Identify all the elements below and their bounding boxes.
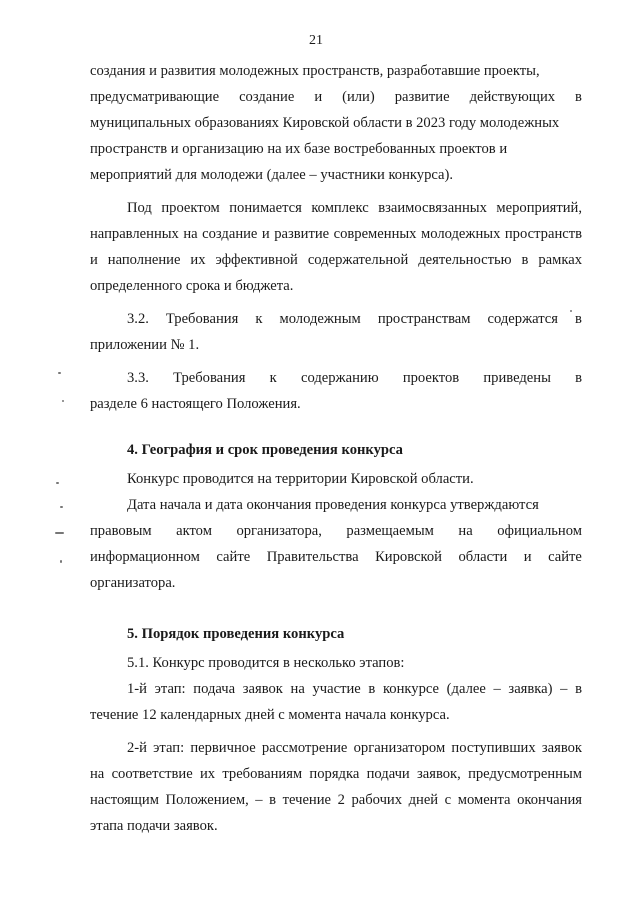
word: проектов [402, 370, 460, 386]
word: и [523, 549, 532, 565]
text-line-spread [90, 84, 582, 110]
text-line: создания и развития молодежных пространств, разработавшие проекты, [90, 63, 540, 79]
paragraph-stages: 5.1. Конкурс проводится в несколько этапов: [127, 655, 405, 671]
text-line-spread [90, 365, 582, 391]
text-line: муниципальных образованиях Кировской области в 2023 году молодежных [90, 115, 560, 131]
word: (или) [342, 89, 375, 105]
text-line: разделе 6 настоящего Положения. [90, 396, 301, 412]
word: предусматривающие [90, 89, 220, 105]
section-heading-5: 5. Порядок проведения конкурса [127, 626, 345, 642]
text-line-spread [90, 544, 582, 570]
word: содержанию [300, 370, 379, 386]
word: приведены [483, 370, 551, 386]
word: содержатся [487, 311, 558, 327]
section-heading-4: 4. География и срок проведения конкурса [127, 442, 403, 458]
scan-speck [58, 372, 61, 374]
paragraph-project-definition: Под проектом понимается комплекс взаимосвязанных мероприятий, направленных на создание и развитие современных молодежных пространств и наполнение их эффективной содержательной деятельностью в рамках определенного срока и бюджета. [90, 200, 582, 294]
scan-speck [55, 532, 64, 534]
word: Требования [165, 311, 239, 327]
word: 3.2. [127, 311, 149, 327]
paragraph-3-3 [90, 365, 582, 417]
paragraph-3-2 [90, 306, 582, 358]
word: правовым [90, 523, 152, 539]
text-line: организатора. [90, 575, 176, 591]
word: организатора, [236, 523, 322, 539]
paragraph-participants [90, 58, 582, 188]
word: Правительства [266, 549, 359, 565]
word: в [575, 370, 582, 386]
document-body [90, 58, 582, 839]
text-line-spread [90, 306, 582, 332]
scan-speck [60, 506, 63, 508]
paragraph-stage-2: 2-й этап: первичное рассмотрение организатором поступивших заявок на соответствие их требованиям порядка подачи заявок, предусмотренным настоящим Положением, – в течение 2 рабочих дней с момента окончания этапа подачи заявок. [90, 740, 582, 834]
word: Требования [173, 370, 246, 386]
text-line: приложении № 1. [90, 337, 200, 353]
page-number: 21 [309, 33, 323, 48]
word: молодежным [279, 311, 361, 327]
word: размещаемым [346, 523, 434, 539]
word: сайте [216, 549, 251, 565]
word: сайте [548, 549, 582, 565]
scan-speck [570, 310, 572, 312]
text-line-spread [90, 518, 582, 544]
word: в [575, 89, 582, 105]
paragraph-territory: Конкурс проводится на территории Кировской области. [127, 471, 474, 487]
word: развитие [394, 89, 450, 105]
word: в [575, 311, 582, 327]
text-line: мероприятий для молодежи (далее – участники конкурса). [90, 167, 454, 183]
paragraph-dates [90, 492, 582, 596]
paragraph-stage-1: 1-й этап: подача заявок на участие в конкурсе (далее – заявка) – в течение 12 календарных дней с момента начала конкурса. [90, 681, 582, 723]
word: действующих [469, 89, 556, 105]
word: Кировской [375, 549, 442, 565]
text-line: Дата начала и дата окончания проведения конкурса утверждаются [127, 497, 539, 513]
scan-speck [60, 560, 62, 563]
word: создание [239, 89, 295, 105]
word: официальном [497, 523, 582, 539]
text-line: пространств и организацию на их базе востребованных проектов и [90, 141, 508, 157]
scan-speck [62, 400, 64, 402]
word: и [314, 89, 323, 105]
word: пространствам [377, 311, 471, 327]
scan-speck [56, 482, 59, 484]
word: к [269, 370, 277, 386]
word: на [458, 523, 473, 539]
word: к [255, 311, 263, 327]
word: актом [176, 523, 212, 539]
word: информационном [90, 549, 200, 565]
word: 3.3. [127, 370, 149, 386]
word: области [458, 549, 508, 565]
